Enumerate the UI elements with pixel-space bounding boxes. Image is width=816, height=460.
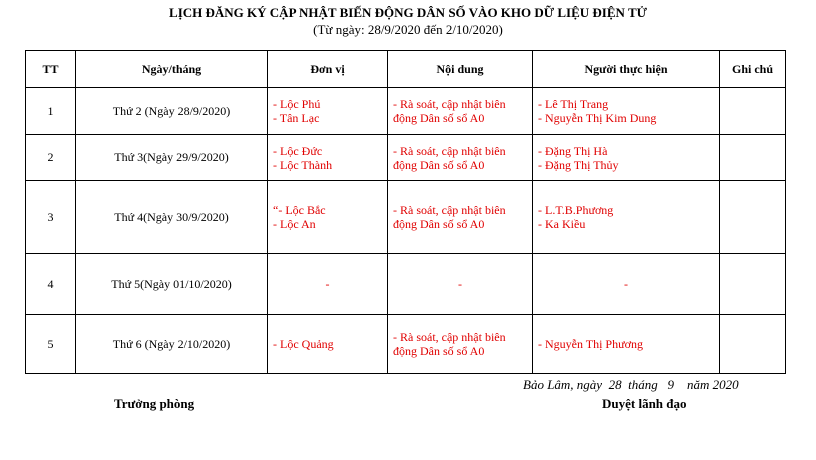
row-content — [388, 88, 533, 135]
row-number: 3 — [26, 181, 76, 254]
person-line: - Nguyễn Thị Phương — [538, 337, 643, 351]
person-line: - Lê Thị Trang — [538, 97, 609, 111]
content-line: - Rà soát, cập nhật biên — [393, 330, 506, 344]
table-row — [26, 135, 786, 181]
header-person: Người thực hiện — [533, 51, 720, 88]
place-date: Bảo Lâm, ngày 28 tháng 9 năm 2020 — [523, 377, 739, 392]
content-line: - Rà soát, cập nhật biên — [393, 143, 506, 158]
row-person: - — [533, 254, 720, 315]
person-line: - L.T.B.Phương — [538, 203, 614, 217]
header-note: Ghi chú — [720, 51, 786, 88]
table-row — [26, 315, 786, 374]
row-person — [533, 181, 720, 254]
row-date: Thứ 4(Ngày 30/9/2020) — [76, 181, 268, 254]
row-content — [388, 135, 533, 181]
person-line: - Đặng Thị Thủy — [538, 157, 619, 172]
row-person — [533, 88, 720, 135]
document-subtitle: (Từ ngày: 28/9/2020 đến 2/10/2020) — [313, 22, 503, 37]
row-number: 4 — [26, 254, 76, 315]
row-note — [720, 135, 786, 181]
unit-line: - Tân Lạc — [273, 111, 320, 125]
unit-line: - Lộc Quảng — [273, 337, 334, 351]
row-date: Thứ 6 (Ngày 2/10/2020) — [76, 315, 268, 374]
row-note — [720, 88, 786, 135]
row-note — [720, 254, 786, 315]
content-line: - Rà soát, cập nhật biên — [393, 203, 506, 217]
row-unit — [268, 88, 388, 135]
unit-line: - Lộc Đức — [273, 143, 323, 158]
content-line: động Dân số sổ A0 — [393, 111, 485, 125]
table-row — [26, 181, 786, 254]
row-number: 5 — [26, 315, 76, 374]
row-unit — [268, 135, 388, 181]
person-line: - Nguyễn Thị Kim Dung — [538, 111, 657, 125]
unit-line: - Lộc Phú — [273, 97, 321, 111]
row-number: 2 — [26, 135, 76, 181]
header-date: Ngày/tháng — [76, 51, 268, 88]
content-line: động Dân số sổ A0 — [393, 157, 485, 172]
row-unit: - — [268, 254, 388, 315]
table-header-row — [26, 51, 786, 88]
header-tt: TT — [26, 51, 76, 88]
row-unit — [268, 315, 388, 374]
document-title: LỊCH ĐĂNG KÝ CẬP NHẬT BIẾN ĐỘNG DÂN SỐ VÀO KHO DỮ LIỆU ĐIỆN TỬ — [169, 5, 647, 20]
header-unit: Đơn vị — [268, 51, 388, 88]
person-line: - Đặng Thị Hà — [538, 143, 608, 158]
unit-line: “- Lộc Bắc — [273, 203, 326, 217]
row-person — [533, 315, 720, 374]
row-content — [388, 181, 533, 254]
row-note — [720, 181, 786, 254]
row-content: - — [388, 254, 533, 315]
schedule-table — [25, 50, 786, 374]
row-person — [533, 135, 720, 181]
table-row — [26, 254, 786, 315]
row-unit — [268, 181, 388, 254]
table-row — [26, 88, 786, 135]
row-content — [388, 315, 533, 374]
row-note — [720, 315, 786, 374]
content-line: - Rà soát, cập nhật biên — [393, 97, 506, 111]
person-line: - Ka Kiều — [538, 217, 586, 231]
row-date: Thứ 5(Ngày 01/10/2020) — [76, 254, 268, 315]
unit-line: - Lộc Thành — [273, 157, 333, 172]
content-line: động Dân số sổ A0 — [393, 344, 485, 358]
content-line: động Dân số sổ A0 — [393, 217, 485, 231]
unit-line: - Lộc An — [273, 217, 316, 231]
row-number: 1 — [26, 88, 76, 135]
header-content: Nội dung — [388, 51, 533, 88]
signature-approval: Duyệt lãnh đạo — [602, 396, 687, 411]
signature-department-head: Trưởng phòng — [114, 396, 195, 411]
row-date: Thứ 2 (Ngày 28/9/2020) — [76, 88, 268, 135]
row-date: Thứ 3(Ngày 29/9/2020) — [76, 135, 268, 181]
